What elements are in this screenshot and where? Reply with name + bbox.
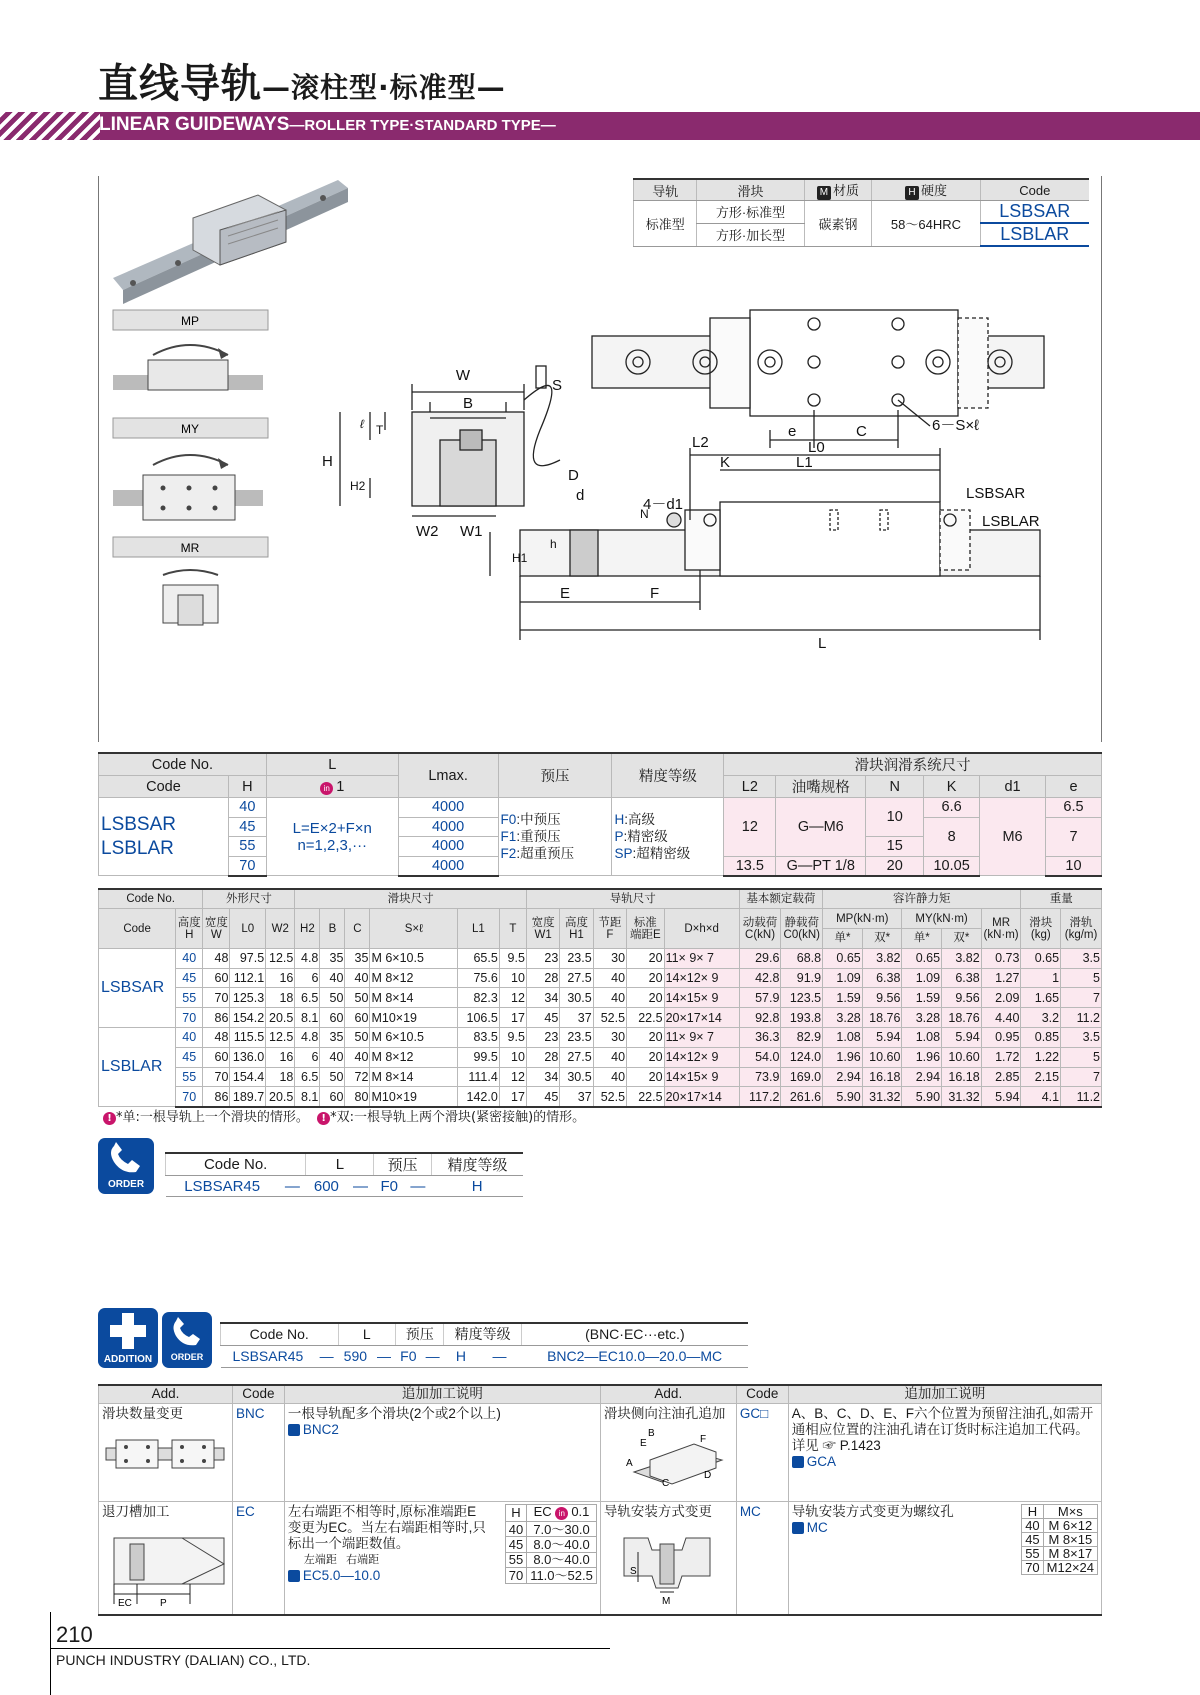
svg-text:H1: H1 — [512, 551, 528, 565]
svg-text:H2: H2 — [350, 479, 366, 493]
row-code: LSBLAR — [99, 1028, 176, 1107]
table-row: LSBSAR 40 48 97.5 12.5 4.8 35 35 M 6×10.5 65.5 9.5 23 23.5 30 20 11× 9× 7 29.6 68.8 0.65 3.82 0.65 3.82 0.73 0.65 3.5 — [99, 948, 1102, 968]
svg-text:E: E — [639, 1437, 647, 1449]
svg-text:H: H — [322, 453, 333, 470]
svg-text:W2: W2 — [416, 523, 439, 540]
phone-icon — [106, 1142, 146, 1176]
svg-text:F: F — [699, 1433, 706, 1445]
addition-badge: ADDITION — [98, 1308, 158, 1368]
svg-text:L2: L2 — [692, 434, 709, 451]
table-row: 55 70 125.3 18 6.5 50 50 M 8×14 82.3 12 34 30.5 40 20 14×15× 9 57.9 123.5 1.59 9.56 1.59 9.56 2.09 1.65 7 — [99, 988, 1102, 1008]
preload-options: F0:中预压 F1:重预压 F2:超重预压 — [498, 798, 612, 876]
table-row: 55 70 154.4 18 6.5 50 72 M 8×14 111.4 12 34 30.5 40 20 14×15× 9 73.9 169.0 2.94 16.18 2.94 16.18 2.85 2.15 7 — [99, 1067, 1102, 1087]
svg-text:4－d1: 4－d1 — [643, 496, 684, 513]
dimensions-table: Code No. 外形尺寸 滑块尺寸 导轨尺寸 基本额定载荷 容许静力矩 重量 Code 高度 H 宽度 W L0 W2 H2 B C S×ℓ L1 T 宽度 W1 高度 H1 节距 F 标准 端距E D×h×d 动载荷 C(kN) 静载荷 C0(kN) MP(kN·m) MY(kN·m) MR (kN·m) 滑块 (kg) 滑轨 (kg/m) 单* 双* 单* 双* LSBSAR 40 48 97.5 12.5 4.8 35 35 M 6×10.5 65.5 9.5 23 23.5 30 20 11× 9× 7 29.6 68.8 0.65 3.82 0.65 3.82 0.73 0.65 3.5 45 60 112.1 16 6 40 40 M 8×12 75.6 10 28 27.5 40 20 14×12× 9 42.8 91.9 1.09 6.38 1.09 6.38 1.27 1 5 55 70 125.3 18 6.5 50 50 M 8×14 82.3 12 34 30.5 40 20 14×15× 9 57.9 123.5 1.59 9.56 1.59 9.56 2.09 1.65 7 70 86 154.2 20.5 8.1 60 60 M10×19 106.5 17 45 37 52.5 22.5 20×17×14 92.8 193.8 3.28 18.76 3.28 18.76 4.40 3.2 11.2 LSBLAR 40 48 115.5 12.5 4.8 35 50 M 6×10.5 83.5 9.5 23 23.5 30 20 11× 9× 7 36.3 82.9 1.08 5.94 1.08 5.94 0.95 0.85 3.5 45 60 136.0 16 6 40 40 M 8×12 99.5 10 28 27.5 40 20 14×12× 9 54.0 124.0 1.96 10.60 1.96 10.60 1.72 1.22 5 55 70 154.4 18 6.5 50 72 M 8×14 111.4 12 34 30.5 40 20 14×15× 9 73.9 169.0 2.94 16.18 2.94 16.18 2.85 2.15 7 70 86 189.7 20.5 8.1 60 80 M10×19 142.0 17 45 37 52.5 22.5 20×17×14 117.2 261.6 5.90 31.32 5.90 31.32 5.94 4.1 11.2 — [98, 888, 1102, 1108]
svg-text:D: D — [703, 1469, 712, 1481]
english-title: LINEAR GUIDEWAYS—ROLLER TYPE·STANDARD TYPE— — [99, 114, 556, 135]
svg-text:ℓ: ℓ — [360, 417, 364, 431]
footer-rule — [50, 1648, 610, 1649]
page-title: 直线导轨—滚柱型·标准型— — [98, 61, 506, 107]
spec-table: 导轨 滑块 M 材质 H 硬度 Code 标准型 方形·标准型 碳素钢 58～64HRC LSBSAR 方形·加长型 LSBLAR — [633, 178, 1089, 247]
svg-text:F: F — [650, 585, 660, 602]
svg-text:B: B — [462, 395, 474, 412]
svg-text:MP: MP — [181, 314, 199, 328]
phone-icon — [169, 1317, 205, 1349]
order-example: Code No. L 预压 精度等级 LSBSAR45 — 600 — F0 — H — [165, 1152, 523, 1197]
svg-text:N: N — [640, 507, 649, 521]
product-photo — [113, 180, 348, 304]
moment-my-icon — [113, 418, 268, 520]
svg-text:LSBSAR: LSBSAR — [966, 485, 1026, 502]
phone-icon — [792, 1456, 804, 1468]
relief-groove-illustration — [102, 1524, 228, 1608]
table-row: LSBLAR 40 48 115.5 12.5 4.8 35 50 M 6×10.5 83.5 9.5 23 23.5 30 20 11× 9× 7 36.3 82.9 1.08 5.94 1.08 5.94 0.95 0.85 3.5 — [99, 1028, 1102, 1048]
grade-options: H:高级 P:精密级 SP:超精密级 — [612, 798, 724, 876]
svg-text:S: S — [629, 1565, 637, 1577]
phone-icon — [288, 1570, 300, 1582]
svg-text:EC: EC — [118, 1597, 132, 1608]
svg-text:L0: L0 — [808, 439, 825, 456]
table-row: 45 60 136.0 16 6 40 40 M 8×12 99.5 10 28 27.5 40 20 14×12× 9 54.0 124.0 1.96 10.60 1.96 10.60 1.72 1.22 5 — [99, 1047, 1102, 1067]
plus-icon — [108, 1311, 148, 1351]
row-code: LSBSAR — [99, 948, 176, 1027]
grease-hole-illustration — [604, 1422, 730, 1490]
svg-text:6－S×ℓ: 6－S×ℓ — [932, 417, 979, 434]
moment-mr-icon — [113, 537, 268, 625]
svg-text:K: K — [720, 454, 731, 471]
phone-icon — [288, 1424, 300, 1436]
table-row: 45 60 112.1 16 6 40 40 M 8×12 75.6 10 28 27.5 40 20 14×12× 9 42.8 91.9 1.09 6.38 1.09 6.38 1.27 1 5 — [99, 968, 1102, 988]
svg-text:h: h — [550, 537, 557, 551]
footer-vertical-rule — [50, 1612, 51, 1695]
ec-range-table: H EC in 0.1 40 7.0～30.0 45 8.0～40.0 55 8.0～40.0 70 11.0～52.5 — [505, 1504, 597, 1584]
svg-text:L: L — [818, 635, 827, 652]
order-badge: ORDER — [98, 1138, 154, 1194]
svg-text:d: d — [576, 487, 585, 504]
svg-text:C: C — [661, 1477, 670, 1489]
svg-text:D: D — [568, 467, 579, 484]
svg-text:LSBLAR: LSBLAR — [982, 513, 1040, 530]
addition-order-example: Code No. L 预压 精度等级 (BNC·EC···etc.) LSBSAR45 — 590 — F0 — H — BNC2—EC10.0—20.0—MC — [220, 1322, 748, 1368]
phone-icon — [792, 1522, 804, 1534]
company-name: PUNCH INDUSTRY (DALIAN) CO., LTD. — [56, 1652, 311, 1668]
svg-text:T: T — [376, 423, 384, 437]
threaded-rail-illustration — [604, 1522, 730, 1606]
svg-text:E: E — [560, 585, 571, 602]
svg-text:M: M — [661, 1595, 671, 1606]
table-row: 70 86 154.2 20.5 8.1 60 60 M10×19 106.5 17 45 37 52.5 22.5 20×17×14 92.8 193.8 3.28 18.76 3.28 18.76 4.40 3.2 11.2 — [99, 1008, 1102, 1028]
multi-block-illustration — [102, 1432, 228, 1472]
additional-machining-table: Add. Code 追加加工说明 Add. Code 追加加工说明 滑块数量变更 BNC 一根导轨配多个滑块(2个或2个以上) BNC2 滑块侧向注油孔追加 A B C D E F GC□ A、B、C、D、E、F六个位置为预留注油孔,如需开通相应位置的注油孔请在订货时标注追加工代码。 详见 ☞ P.1423 GCA 退刀槽加工 EC P EC 左右端距不相等时,原标准端距E变更为EC。当左右端距相等时,只标出一个端距数值。 左端距 右端距 EC5.0—10.0 H EC in 0.1 40 7.0～30.0 45 8.0～40.0 55 8.0～40.0 70 11.0～52.5 导轨安装方式变更 S M MC 导轨安装方式变更为螺纹孔 MC H M×s 40 M 6×12 45 M 8×15 55 M 8×17 70 M12×24 — [98, 1384, 1102, 1616]
page-number: 210 — [56, 1622, 93, 1647]
svg-text:A: A — [625, 1457, 633, 1469]
technical-drawing — [300, 300, 1060, 680]
order-badge-2: ORDER — [162, 1312, 212, 1368]
banner-stripes — [0, 112, 100, 140]
svg-text:W1: W1 — [460, 523, 483, 540]
svg-text:W: W — [455, 367, 471, 384]
svg-text:MY: MY — [181, 422, 199, 436]
footnote: ! *单:一根导轨上一个滑块的情形。 ! *双:一根导轨上两个滑块(紧密接触)的情形。 — [103, 1106, 585, 1125]
svg-text:B: B — [647, 1427, 655, 1439]
table-row: 70 86 189.7 20.5 8.1 60 80 M10×19 142.0 17 45 37 52.5 22.5 20×17×14 117.2 261.6 5.90 31.32 5.90 31.32 5.94 4.1 11.2 — [99, 1087, 1102, 1107]
svg-text:C: C — [856, 423, 867, 440]
code-selection-table: Code No. L Lmax. 预压 精度等级 滑块润滑系统尺寸 Code H in 1 L2 油嘴规格 N K d1 e LSBSAR LSBLAR 40 L=E×2+F×n n=1,2,3,··· 4000 F0:中预压 F1:重预压 F2:超重预压 H:高级 P:精密级 SP:超精密级 12 G—M6 10 6.6 M6 6.5 45 4000 8 7 55 4000 15 70 4000 13.5 G—PT 1/8 20 10.05 10 — [98, 752, 1102, 877]
svg-text:MR: MR — [180, 541, 200, 555]
mc-thread-table: H M×s 40 M 6×12 45 M 8×15 55 M 8×17 70 M12×24 — [1021, 1504, 1098, 1575]
moment-mp-icon — [113, 310, 268, 390]
svg-text:L1: L1 — [796, 454, 813, 471]
svg-text:S: S — [552, 377, 563, 394]
svg-text:e: e — [788, 423, 797, 440]
svg-text:P: P — [160, 1597, 167, 1608]
